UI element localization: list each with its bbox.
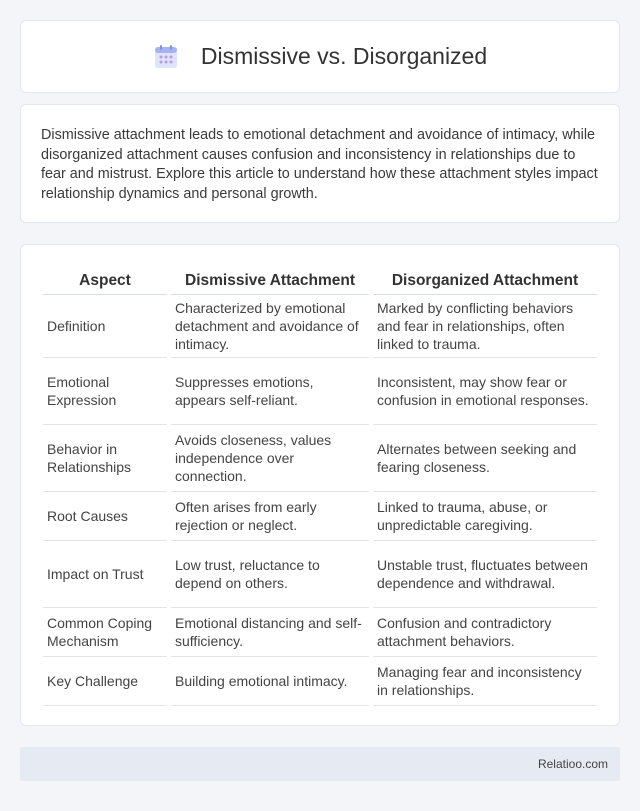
table-row [43,492,597,541]
table-row [43,425,597,492]
table-cell-dismissive: Suppresses emotions, appears self-reliant. [171,358,369,425]
table-cell-aspect: Definition [43,295,167,358]
table-cell-disorganized: Alternates between seeking and fearing closeness. [373,425,597,492]
column-header-disorganized: Disorganized Attachment [373,263,597,295]
table-row [43,541,597,608]
table-cell-dismissive: Avoids closeness, values independence over connection. [171,425,369,492]
calendar-icon [153,44,179,70]
table-row [43,295,597,358]
table-cell-aspect: Key Challenge [43,657,167,706]
intro-text: Dismissive attachment leads to emotional detachment and avoidance of intimacy, while disorganized attachment causes confusion and inconsistency in relationships due to fear and mistrust. Explore this article to understand how these attachment styles impact relationship dynamics and personal growth. [41,127,598,202]
table-cell-disorganized: Inconsistent, may show fear or confusion in emotional responses. [373,358,597,425]
table-cell-disorganized: Confusion and contradictory attachment behaviors. [373,608,597,657]
table-cell-disorganized: Marked by conflicting behaviors and fear in relationships, often linked to trauma. [373,295,597,358]
table-cell-dismissive: Building emotional intimacy. [171,657,369,706]
table-row [43,657,597,706]
table-cell-dismissive: Often arises from early rejection or neglect. [171,492,369,541]
table-cell-disorganized: Unstable trust, fluctuates between dependence and withdrawal. [373,541,597,608]
intro-card [20,104,620,223]
title-card [20,20,620,93]
table-cell-aspect: Root Causes [43,492,167,541]
table-cell-dismissive: Emotional distancing and self-sufficiency. [171,608,369,657]
table-cell-disorganized: Managing fear and inconsistency in relationships. [373,657,597,706]
comparison-table-card [20,244,620,726]
table-cell-aspect: Behavior in Relationships [43,425,167,492]
table-cell-aspect: Emotional Expression [43,358,167,425]
table-cell-aspect: Impact on Trust [43,541,167,608]
table-row [43,608,597,657]
table-row [43,358,597,425]
column-header-dismissive: Dismissive Attachment [171,263,369,295]
footer-site-name: Relatioo.com [537,757,608,771]
footer [20,747,620,781]
table-cell-dismissive: Low trust, reluctance to depend on others. [171,541,369,608]
column-header-aspect: Aspect [43,263,167,295]
comparison-table [39,263,601,706]
page-title: Dismissive vs. Disorganized [200,43,488,69]
table-cell-dismissive: Characterized by emotional detachment and avoidance of intimacy. [171,295,369,358]
table-cell-disorganized: Linked to trauma, abuse, or unpredictable caregiving. [373,492,597,541]
table-cell-aspect: Common Coping Mechanism [43,608,167,657]
